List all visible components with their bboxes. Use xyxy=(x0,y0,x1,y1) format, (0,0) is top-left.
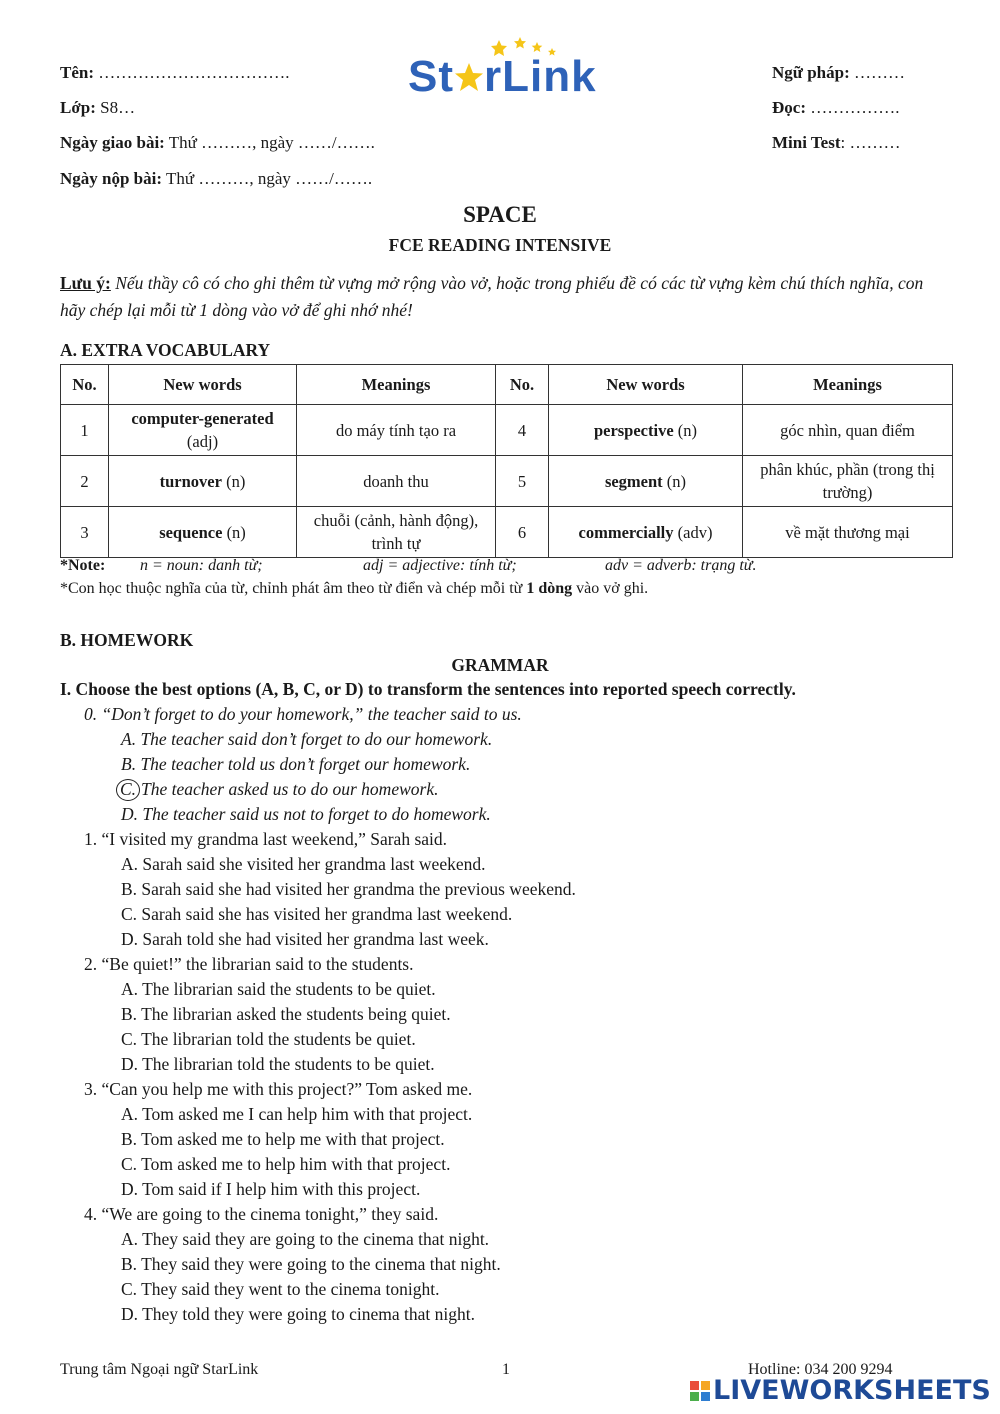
question-2-option-a[interactable]: A. The librarian said the students to be quiet. xyxy=(121,979,436,999)
question-1-option-d[interactable]: D. Sarah told she had visited her grandma last week. xyxy=(121,929,489,949)
example-option-d: D. The teacher said us not to forget to do homework. xyxy=(121,804,491,824)
question-2: 2. “Be quiet!” the librarian said to the students. xyxy=(84,954,414,974)
question-4-option-b[interactable]: B. They said they were going to the cinema that night. xyxy=(121,1254,501,1274)
row-number: 4 xyxy=(496,405,549,456)
minitest-score-field: Mini Test: ……… xyxy=(772,133,901,152)
vocab-meaning: doanh thu xyxy=(297,456,496,507)
example-option-a: A. The teacher said don’t forget to do our homework. xyxy=(121,729,493,749)
question-1: 1. “I visited my grandma last weekend,” Sarah said. xyxy=(84,829,448,849)
question-2-option-d[interactable]: D. The librarian told the students to be quiet. xyxy=(121,1054,435,1074)
vocab-meaning: phân khúc, phần (trong thị trường) xyxy=(743,456,953,507)
learning-instruction: *Con học thuộc nghĩa của từ, chỉnh phát âm theo từ điển và chép mỗi từ 1 dòng vào vở ghi. xyxy=(60,580,649,597)
example-option-b: B. The teacher told us don’t forget our homework. xyxy=(121,754,471,774)
row-number: 1 xyxy=(61,405,109,456)
footer-center-name: Trung tâm Ngoại ngữ StarLink xyxy=(60,1361,259,1378)
vocab-word: sequence (n) xyxy=(109,507,297,558)
vocab-word: turnover (n) xyxy=(109,456,297,507)
row-number: 6 xyxy=(496,507,549,558)
page-number: 1 xyxy=(502,1361,510,1378)
star-icon xyxy=(454,61,484,93)
name-field: Tên: ……………………………. xyxy=(60,63,290,82)
header-new-words: New words xyxy=(549,365,743,405)
table-row xyxy=(61,456,953,507)
header-meanings: Meanings xyxy=(297,365,496,405)
header-no: No. xyxy=(496,365,549,405)
question-3: 3. “Can you help me with this project?” Tom asked me. xyxy=(84,1079,473,1099)
example-option-c: C. The teacher asked us to do our homework. xyxy=(121,777,438,802)
vocab-word: computer-generated (adj) xyxy=(109,405,297,456)
question-1-option-a[interactable]: A. Sarah said she visited her grandma last weekend. xyxy=(121,854,486,874)
question-1-option-c[interactable]: C. Sarah said she has visited her grandma last weekend. xyxy=(121,904,513,924)
header-no: No. xyxy=(61,365,109,405)
header-meanings: Meanings xyxy=(743,365,953,405)
vocab-word: commercially (adv) xyxy=(549,507,743,558)
question-2-option-b[interactable]: B. The librarian asked the students being quiet. xyxy=(121,1004,451,1024)
vocab-meaning: chuỗi (cảnh, hành động), trình tự xyxy=(297,507,496,558)
vocab-meaning: góc nhìn, quan điểm xyxy=(743,405,953,456)
grammar-score-field: Ngữ pháp: ……… xyxy=(772,63,906,82)
page-subtitle: FCE READING INTENSIVE xyxy=(388,235,612,255)
note-paragraph: Lưu ý: Nếu thầy cô có cho ghi thêm từ vựng mở rộng vào vở, hoặc trong phiếu đề có các từ vựng kèm chú thích nghĩa, con hãy chép lại mỗi từ 1 dòng vào vở để ghi nhớ nhé! xyxy=(60,273,924,320)
example-question: 0. “Don’t forget to do your homework,” the teacher said to us. xyxy=(84,704,522,724)
row-number: 5 xyxy=(496,456,549,507)
table-header-row xyxy=(61,365,953,405)
starlink-logo: St rLink xyxy=(408,52,597,101)
vocab-meaning: về mặt thương mại xyxy=(743,507,953,558)
abbreviation-adjective: adj = adjective: tính từ; xyxy=(363,557,517,574)
liveworksheets-watermark: LIVEWORKSHEETS xyxy=(690,1374,991,1408)
vocabulary-table xyxy=(60,364,953,558)
reading-score-field: Đọc: ……………. xyxy=(772,98,900,117)
footer-hotline: Hotline: 034 200 9294 xyxy=(748,1361,893,1378)
abbreviation-noun: n = noun: danh từ; xyxy=(140,557,263,574)
due-date-field: Ngày nộp bài: Thứ ………, ngày ……/……. xyxy=(60,169,373,188)
question-4-option-a[interactable]: A. They said they are going to the cinema that night. xyxy=(121,1229,490,1249)
question-1-option-b[interactable]: B. Sarah said she had visited her grandma the previous weekend. xyxy=(121,879,576,899)
abbreviation-adverb: adv = adverb: trạng từ. xyxy=(605,557,757,574)
section-b-heading: B. HOMEWORK xyxy=(60,630,194,650)
question-4-option-d[interactable]: D. They told they were going to cinema that night. xyxy=(121,1304,475,1324)
table-row xyxy=(61,507,953,558)
question-4-option-c[interactable]: C. They said they went to the cinema tonight. xyxy=(121,1279,440,1299)
answer-circle: C. xyxy=(116,779,140,801)
class-field: Lớp: S8… xyxy=(60,98,136,117)
question-4: 4. “We are going to the cinema tonight,” they said. xyxy=(84,1204,439,1224)
star-icon xyxy=(514,37,526,49)
question-3-option-c[interactable]: C. Tom asked me to help him with that project. xyxy=(121,1154,451,1174)
table-row xyxy=(61,405,953,456)
row-number: 2 xyxy=(61,456,109,507)
header-new-words: New words xyxy=(109,365,297,405)
assigned-date-field: Ngày giao bài: Thứ ………, ngày ……/……. xyxy=(60,133,375,152)
page-title: SPACE xyxy=(463,202,537,227)
vocab-word: perspective (n) xyxy=(549,405,743,456)
grammar-heading: GRAMMAR xyxy=(451,655,549,675)
vocab-word: segment (n) xyxy=(549,456,743,507)
liveworksheets-icon xyxy=(690,1376,710,1396)
section-a-heading: A. EXTRA VOCABULARY xyxy=(60,340,271,360)
question-2-option-c[interactable]: C. The librarian told the students be quiet. xyxy=(121,1029,416,1049)
star-icon xyxy=(532,42,543,52)
abbreviation-note-label: *Note: xyxy=(60,557,106,574)
exercise-instruction: I. Choose the best options (A, B, C, or D) to transform the sentences into reported speech correctly. xyxy=(60,679,796,699)
row-number: 3 xyxy=(61,507,109,558)
question-3-option-d[interactable]: D. Tom said if I help him with this project. xyxy=(121,1179,421,1199)
question-3-option-a[interactable]: A. Tom asked me I can help him with that project. xyxy=(121,1104,473,1124)
vocab-meaning: do máy tính tạo ra xyxy=(297,405,496,456)
question-3-option-b[interactable]: B. Tom asked me to help me with that project. xyxy=(121,1129,445,1149)
